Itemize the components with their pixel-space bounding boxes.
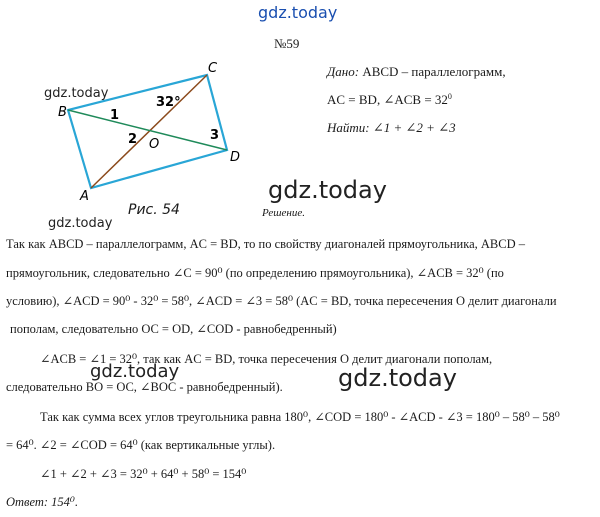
angle-2-label: 2 xyxy=(128,132,138,147)
find-label: Найти: xyxy=(327,120,370,135)
given-label: Дано: xyxy=(327,64,360,79)
solution-line-4: пополам, следовательно OC = OD, ∠COD - равнобедренный) xyxy=(10,322,337,336)
find-text: ∠1 + ∠2 + ∠3 xyxy=(372,120,456,135)
watermark-mid-right: gdz.today xyxy=(338,364,457,392)
figure-caption: Рис. 54 xyxy=(128,202,180,218)
angle-3-label: 3 xyxy=(210,128,220,143)
solution-line-2: прямоугольник, следовательно ∠C = 90⁰ (по определению прямоугольника), ∠ACB = 32⁰ (по xyxy=(6,266,504,280)
vertex-d: D xyxy=(230,150,241,165)
vertex-c: C xyxy=(208,61,218,76)
watermark-top: gdz.today xyxy=(258,3,338,22)
given-line-2 xyxy=(327,92,452,108)
given-text: ABCD – параллелограмм, xyxy=(362,64,506,79)
parallelogram-figure xyxy=(40,60,260,210)
solution-line-7: Так как сумма всех углов треугольника равна 180⁰, ∠COD = 180⁰ - ∠ACD - ∠3 = 180⁰ – 58⁰ – 58⁰ xyxy=(40,410,560,424)
solution-title: Решение. xyxy=(262,207,305,219)
vertex-b: B xyxy=(58,105,67,120)
vertex-o: O xyxy=(149,137,160,152)
angle-1-label: 1 xyxy=(110,108,120,123)
solution-line-5: ∠ACB = ∠1 = 32⁰, так как AC = BD, точка пересечения O делит диагонали пополам, xyxy=(40,352,493,366)
watermark-figure-bottom: gdz.today xyxy=(48,216,113,231)
given-line-1 xyxy=(327,64,506,80)
solution-line-6: следовательно BO = OC, ∠BOC - равнобедренный). xyxy=(6,380,283,394)
solution-line-1: Так как ABCD – параллелограмм, AC = BD, то по свойству диагоналей прямоугольника, ABCD – xyxy=(6,237,526,251)
solution-line-9: ∠1 + ∠2 + ∠3 = 32⁰ + 64⁰ + 58⁰ = 154⁰ xyxy=(40,467,247,481)
given-conditions: AC = BD, ∠ACB = 32 xyxy=(327,92,448,107)
angle-32-label: 32° xyxy=(156,95,181,110)
solution-line-8: = 64⁰. ∠2 = ∠COD = 64⁰ (как вертикальные углы). xyxy=(6,438,276,452)
problem-number: №59 xyxy=(274,36,300,51)
find-line xyxy=(327,120,456,136)
given-degree: 0 xyxy=(447,92,452,101)
watermark-center: gdz.today xyxy=(268,176,387,204)
diagonal-bd xyxy=(68,110,227,150)
watermark-mid-left: gdz.today xyxy=(90,361,180,382)
solution-line-3: условию), ∠ACD = 90⁰ - 32⁰ = 58⁰, ∠ACD = ∠3 = 58⁰ (AC = BD, точка пересечения O делит диагонали xyxy=(6,294,557,308)
vertex-a: A xyxy=(80,189,89,204)
answer-line: Ответ: 154⁰. xyxy=(6,495,79,509)
watermark-figure: gdz.today xyxy=(44,86,109,101)
